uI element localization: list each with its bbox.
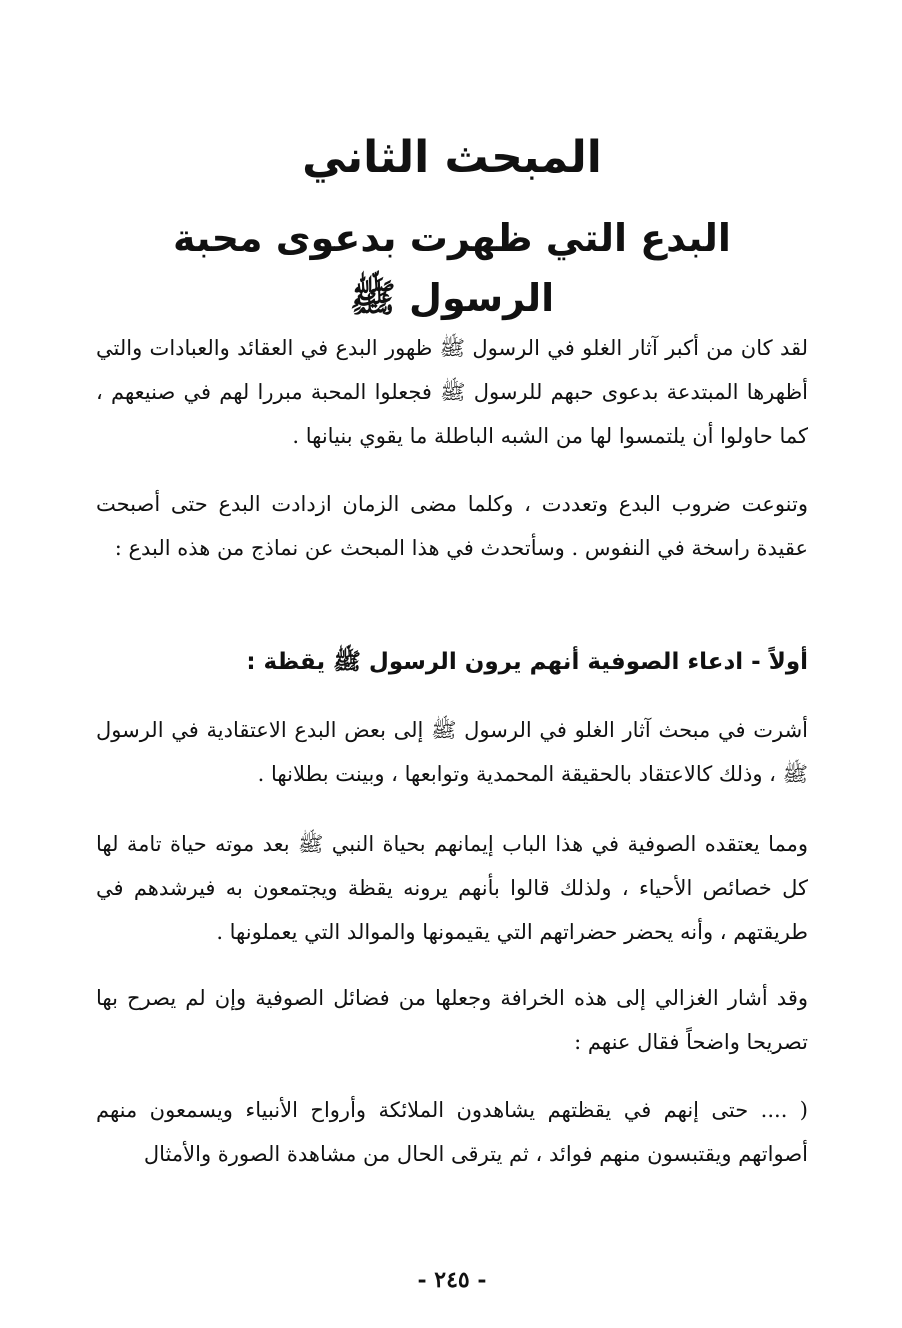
section-paragraph: ومما يعتقده الصوفية في هذا الباب إيمانهم بحياة النبي ﷺ بعد موته حياة تامة لها كل خصائص الأحياء ، ولذلك قالوا بأنهم يرونه يقظة ويجتمعون به فيرشدهم في طريقتهم ، وأنه يحضر حضراتهم التي يقيمونها والموالد التي يعملونها . xyxy=(96,832,808,944)
section-paragraph: أشرت في مبحث آثار الغلو في الرسول ﷺ إلى بعض البدع الاعتقادية في الرسول ﷺ ، وذلك كالاعتقاد بالحقيقة المحمدية وتوابعها ، وبينت بطلانها . xyxy=(96,718,808,786)
intro-paragraph: لقد كان من أكبر آثار الغلو في الرسول ﷺ ظهور البدع في العقائد والعبادات والتي أظهرها المبتدعة بدعوى حبهم للرسول ﷺ فجعلوا المحبة مبررا لهم في صنيعهم ، كما حاولوا أن يلتمسوا لها من الشبه الباطلة ما يقوي بنيانها . xyxy=(96,336,808,448)
chapter-subtitle: البدع التي ظهرت بدعوى محبة الرسول ﷺ xyxy=(173,216,731,320)
intro-paragraph: وتنوعت ضروب البدع وتعددت ، وكلما مضى الزمان ازدادت البدع حتى أصبحت عقيدة راسخة في النفوس . وسأتحدث في هذا المبحث عن نماذج من هذه البدع : xyxy=(96,492,808,560)
page-number: - ٢٤٥ - xyxy=(417,1267,487,1293)
book-page xyxy=(96,0,808,1328)
section-heading: أولاً - ادعاء الصوفية أنهم يرون الرسول ﷺ يقظة : xyxy=(246,649,808,675)
chapter-title: المبحث الثاني xyxy=(302,132,602,183)
quotation-paragraph: ( .... حتى إنهم في يقظتهم يشاهدون الملائكة وأرواح الأنبياء ويسمعون منهم أصواتهم ويقتبسون منهم فوائد ، ثم يترقى الحال من مشاهدة الصورة والأمثال xyxy=(96,1098,809,1166)
section-paragraph: وقد أشار الغزالي إلى هذه الخرافة وجعلها من فضائل الصوفية وإن لم يصرح بها تصريحا واضحاً فقال عنهم : xyxy=(96,986,808,1054)
